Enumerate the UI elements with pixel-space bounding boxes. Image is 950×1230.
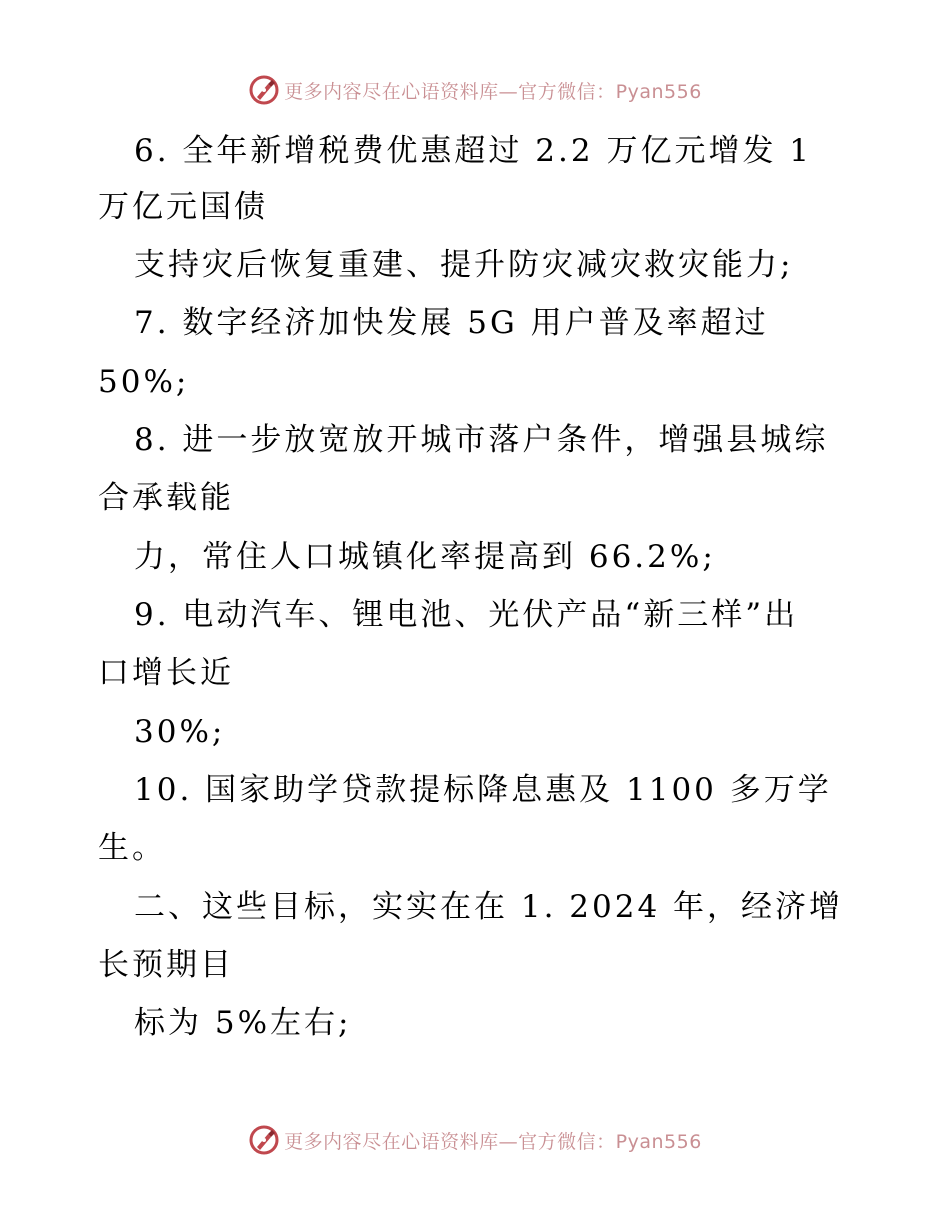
doc-line-7: 合承载能 xyxy=(98,480,234,516)
doc-line-2: 万亿元国债 xyxy=(98,189,268,225)
watermark-footer xyxy=(0,1120,950,1160)
watermark-site-text: 更多内容尽在心语资料库 xyxy=(284,1130,499,1153)
doc-line-11: 30%; xyxy=(134,714,226,750)
watermark-header xyxy=(0,70,950,110)
watermark-dash: — xyxy=(498,1130,519,1153)
doc-line-4: 7. 数字经济加快发展 5G 用户普及率超过 xyxy=(134,305,769,341)
pen-seal-logo-icon xyxy=(248,1124,280,1156)
doc-line-6: 8. 进一步放宽放开城市落户条件，增强县城综 xyxy=(134,422,829,458)
watermark-dash: — xyxy=(498,80,519,103)
doc-line-9: 9. 电动汽车、锂电池、光伏产品“新三样”出 xyxy=(134,597,799,633)
doc-line-16: 标为 5%左右; xyxy=(134,1005,352,1041)
watermark-site-text: 更多内容尽在心语资料库 xyxy=(284,80,499,103)
watermark-text xyxy=(284,1127,702,1154)
watermark-wechat-text: 官方微信：Pyan556 xyxy=(518,1130,702,1153)
doc-line-14: 二、这些目标，实实在在 1. 2024 年，经济增 xyxy=(134,889,844,925)
doc-line-3: 支持灾后恢复重建、提升防灾减灾救灾能力; xyxy=(134,247,794,283)
doc-line-1: 6. 全年新增税费优惠超过 2.2 万亿元增发 1 xyxy=(134,133,813,169)
doc-line-10: 口增长近 xyxy=(98,655,234,691)
doc-line-13: 生。 xyxy=(98,830,166,866)
watermark-wechat-text: 官方微信：Pyan556 xyxy=(518,80,702,103)
doc-line-5: 50%; xyxy=(98,364,190,400)
doc-line-8: 力，常住人口城镇化率提高到 66.2%; xyxy=(134,539,716,575)
pen-seal-logo-icon xyxy=(248,74,280,106)
doc-line-15: 长预期目 xyxy=(98,947,234,983)
doc-line-12: 10. 国家助学贷款提标降息惠及 1100 多万学 xyxy=(134,772,832,808)
watermark-text xyxy=(284,77,702,104)
